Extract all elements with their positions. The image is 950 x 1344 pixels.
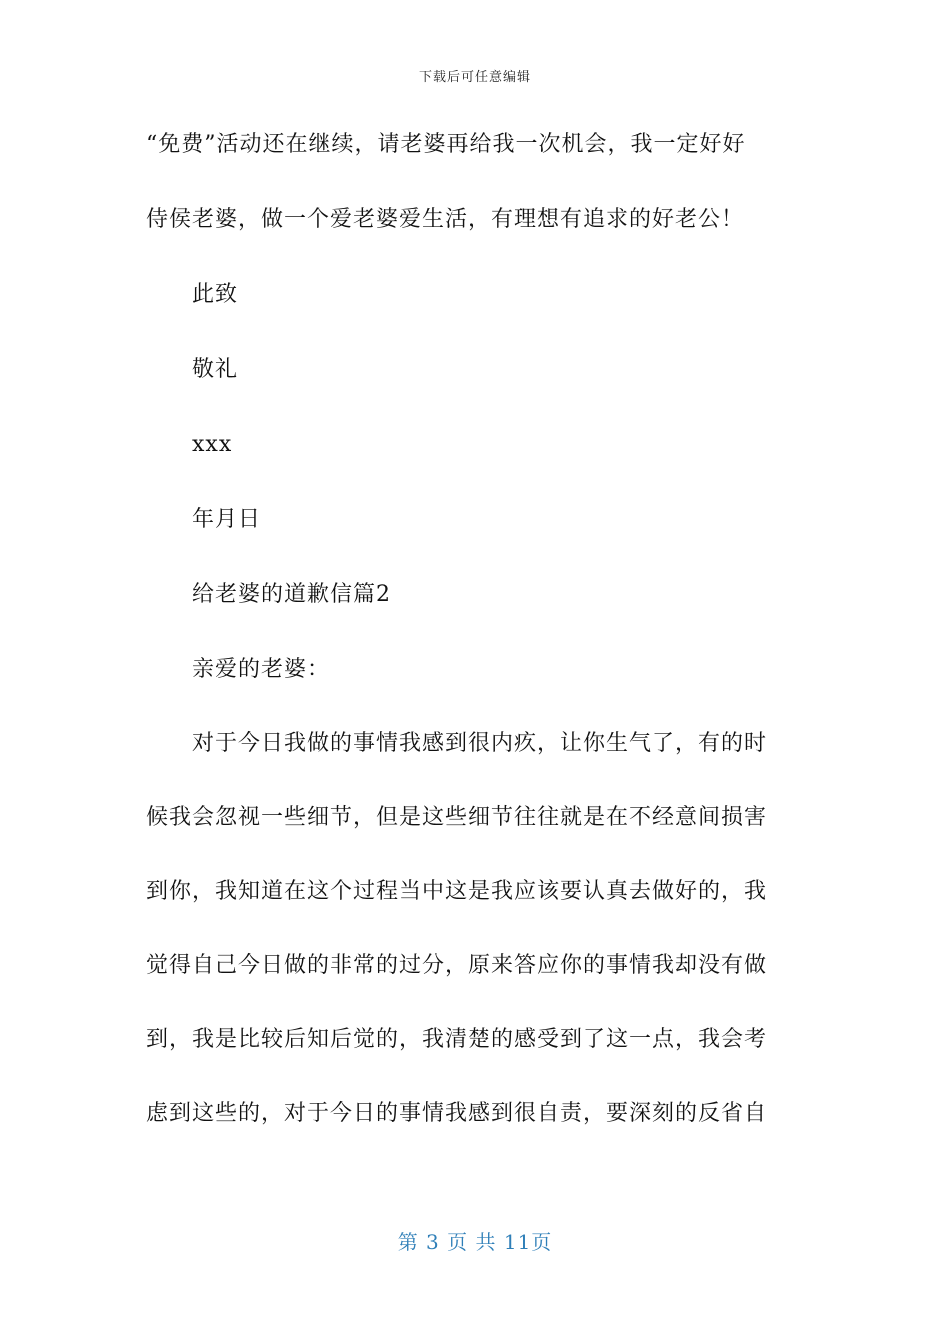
signature-date: 年月日 <box>192 507 262 532</box>
closing-salutation: 敬礼 <box>192 357 239 382</box>
body-line: 候我会忽视一些细节，但是这些细节往往就是在不经意间损害 <box>146 805 768 830</box>
body-line: 侍侯老婆，做一个爱老婆爱生活，有理想有追求的好老公！ <box>146 207 745 232</box>
body-line: “免费”活动还在继续，请老婆再给我一次机会，我一定好好 <box>146 132 746 157</box>
section-title: 给老婆的道歉信篇2 <box>192 582 391 607</box>
greeting: 亲爱的老婆： <box>192 657 331 682</box>
closing-phrase: 此致 <box>192 282 239 307</box>
signature-name: xxx <box>192 432 233 457</box>
body-line: 虑到这些的，对于今日的事情我感到很自责，要深刻的反省自 <box>146 1101 768 1126</box>
body-line: 对于今日我做的事情我感到很内疚，让你生气了，有的时 <box>192 731 768 756</box>
page-number: 第 3 页 共 11页 <box>397 1230 553 1254</box>
body-line: 到你，我知道在这个过程当中这是我应该要认真去做好的，我 <box>146 879 768 904</box>
body-line: 到，我是比较后知后觉的，我清楚的感受到了这一点，我会考 <box>146 1027 768 1052</box>
body-line: 觉得自己今日做的非常的过分，原来答应你的事情我却没有做 <box>146 953 768 978</box>
header-note: 下载后可任意编辑 <box>418 70 531 85</box>
